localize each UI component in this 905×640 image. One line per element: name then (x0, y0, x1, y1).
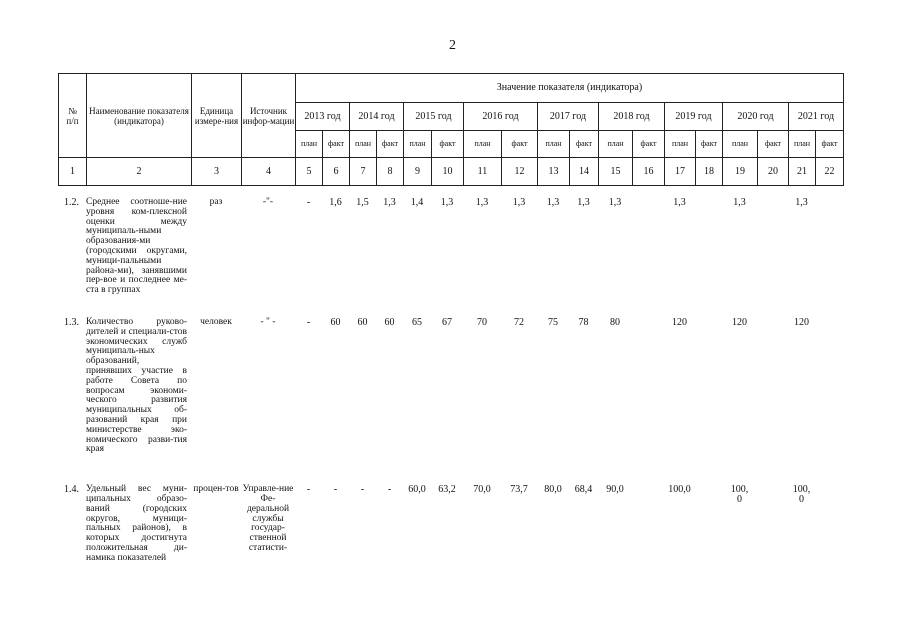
indicator-value: 67 (442, 316, 452, 328)
column-number: 5 (296, 158, 323, 186)
header-plan: план (723, 131, 758, 158)
column-number: 12 (502, 158, 538, 186)
indicator-source: - " - (260, 316, 276, 327)
column-number: 19 (723, 158, 758, 186)
indicator-value (695, 186, 722, 296)
indicator-value: - (306, 484, 311, 496)
table-row (58, 455, 843, 563)
indicator-name: Количество руково-дителей и специали-стов экономических служб муниципаль-ных образований, принявших участие в работе Совета по вопросам экономи-ческого развития муниципальных об-разований края при министерстве эко-номического разви-тия края (86, 316, 187, 455)
header-fact: факт (570, 131, 599, 158)
indicator-name: Удельный вес муни-ципальных образо-ваний (городских округов, муници-пальных районов), в которых достигнута положительная ди-намика показателей (86, 484, 187, 563)
indicator-value: 1,3 (440, 197, 454, 208)
indicator-value: 70 (477, 316, 487, 328)
header-fact: факт (758, 131, 789, 158)
header-year: 2014 год (350, 103, 404, 131)
table-row (58, 296, 843, 455)
indicator-table-body (58, 186, 843, 564)
header-fact: факт (633, 131, 665, 158)
indicator-value: 1,3 (673, 197, 686, 208)
indicator-value (757, 296, 788, 455)
indicator-name: Среднее соотноше-ние уровня ком-плексной оценки между муниципаль-ными образования-ми (городскими округами, муници-пальными района-ми), занявшими пер-вое и последнее ме-ста в группах (86, 197, 187, 296)
indicator-value: 1,3 (733, 197, 746, 208)
column-number: 15 (599, 158, 633, 186)
column-number: 8 (377, 158, 404, 186)
column-number: 18 (696, 158, 723, 186)
indicator-value: 120 (794, 316, 809, 328)
column-number: 11 (464, 158, 502, 186)
column-number: 16 (633, 158, 665, 186)
indicator-value: 1,3 (546, 197, 560, 208)
indicator-value (757, 186, 788, 296)
header-plan: план (296, 131, 323, 158)
header-plan: план (464, 131, 502, 158)
indicator-value (815, 296, 843, 455)
column-number: 6 (323, 158, 350, 186)
indicator-value: 1,3 (475, 197, 489, 208)
header-plan: план (404, 131, 432, 158)
indicator-value (632, 455, 664, 563)
row-number: 1.4. (64, 484, 79, 496)
header-fact: факт (696, 131, 723, 158)
indicator-value: 1,3 (383, 197, 396, 208)
column-number: 20 (758, 158, 789, 186)
indicator-value: 120 (672, 316, 687, 328)
indicator-value: 1,6 (329, 197, 342, 208)
indicator-value (695, 296, 722, 455)
column-number: 3 (192, 158, 242, 186)
indicator-value: 75 (548, 316, 558, 328)
indicator-value: - (333, 484, 338, 496)
column-number: 14 (570, 158, 599, 186)
header-plan: план (599, 131, 633, 158)
indicator-value: 60,0 (408, 484, 426, 496)
indicator-unit: раз (209, 197, 223, 207)
indicator-unit: человек (200, 316, 232, 327)
indicator-value: 90,0 (606, 484, 624, 496)
header-fact: факт (432, 131, 464, 158)
column-number: 2 (87, 158, 192, 186)
indicator-value: - (306, 316, 311, 328)
indicator-value: - (306, 197, 311, 208)
indicator-value: 78 (578, 316, 589, 328)
header-source: Источник инфор-мации (242, 74, 296, 158)
indicator-value (815, 186, 843, 296)
indicator-value: 1,3 (512, 197, 526, 208)
indicator-value: 63,2 (438, 484, 456, 496)
indicator-value: - (387, 484, 392, 496)
header-fact: факт (502, 131, 538, 158)
header-plan: план (789, 131, 816, 158)
column-number: 21 (789, 158, 816, 186)
indicator-value: 72 (514, 316, 524, 328)
indicator-value: 60 (384, 316, 395, 328)
header-unit: Единица измере-ния (192, 74, 242, 158)
indicator-value: 100,0 (668, 484, 691, 496)
row-number: 1.2. (64, 197, 79, 208)
row-number: 1.3. (64, 316, 79, 328)
indicator-table-header (58, 73, 844, 186)
header-no: № п/п (59, 74, 87, 158)
indicator-source: -"- (262, 197, 274, 207)
header-plan: план (350, 131, 377, 158)
indicator-value (757, 455, 788, 563)
header-plan: план (665, 131, 696, 158)
indicator-value: 1,3 (608, 197, 622, 208)
header-values: Значение показателя (индикатора) (296, 74, 844, 103)
header-year: 2016 год (464, 103, 538, 131)
header-year: 2021 год (789, 103, 844, 131)
column-number: 22 (816, 158, 844, 186)
column-number: 17 (665, 158, 696, 186)
header-year: 2019 год (665, 103, 723, 131)
indicator-value: 1,3 (577, 197, 590, 208)
indicator-value: 1,3 (795, 197, 808, 208)
header-fact: факт (323, 131, 350, 158)
header-name: Наименование показателя (индикатора) (87, 74, 192, 158)
indicator-value: 100, 0 (730, 484, 749, 505)
header-year: 2018 год (599, 103, 665, 131)
header-fact: факт (377, 131, 404, 158)
header-plan: план (538, 131, 570, 158)
indicator-value (695, 455, 722, 563)
page-number: 2 (449, 38, 456, 53)
indicator-value (632, 186, 664, 296)
column-number: 4 (242, 158, 296, 186)
header-year: 2015 год (404, 103, 464, 131)
indicator-value: 100, 0 (792, 484, 811, 505)
indicator-value: - (360, 484, 365, 496)
column-number: 1 (59, 158, 87, 186)
indicator-value: 80,0 (544, 484, 562, 496)
column-number: 9 (404, 158, 432, 186)
column-number: 10 (432, 158, 464, 186)
indicator-value: 80 (610, 316, 620, 328)
indicator-value (815, 455, 843, 563)
indicator-value: 70,0 (473, 484, 491, 496)
table-row (58, 186, 843, 296)
indicator-value: 60 (357, 316, 368, 328)
indicator-value: 65 (412, 316, 422, 328)
indicator-value (632, 296, 664, 455)
column-number: 7 (350, 158, 377, 186)
indicator-unit: процен-тов (193, 484, 239, 495)
indicator-value: 68,4 (574, 484, 593, 496)
column-number: 13 (538, 158, 570, 186)
indicator-value: 1,5 (356, 197, 369, 208)
header-fact: факт (816, 131, 844, 158)
indicator-value: 120 (732, 316, 747, 328)
header-year: 2017 год (538, 103, 599, 131)
indicator-value: 1,4 (410, 197, 424, 208)
header-year: 2020 год (723, 103, 789, 131)
indicator-value: 60 (330, 316, 341, 328)
indicator-source: Управле-ние Фе-деральной службы государ-ственной статисти- (242, 484, 294, 553)
indicator-value: 73,7 (510, 484, 528, 496)
header-year: 2013 год (296, 103, 350, 131)
